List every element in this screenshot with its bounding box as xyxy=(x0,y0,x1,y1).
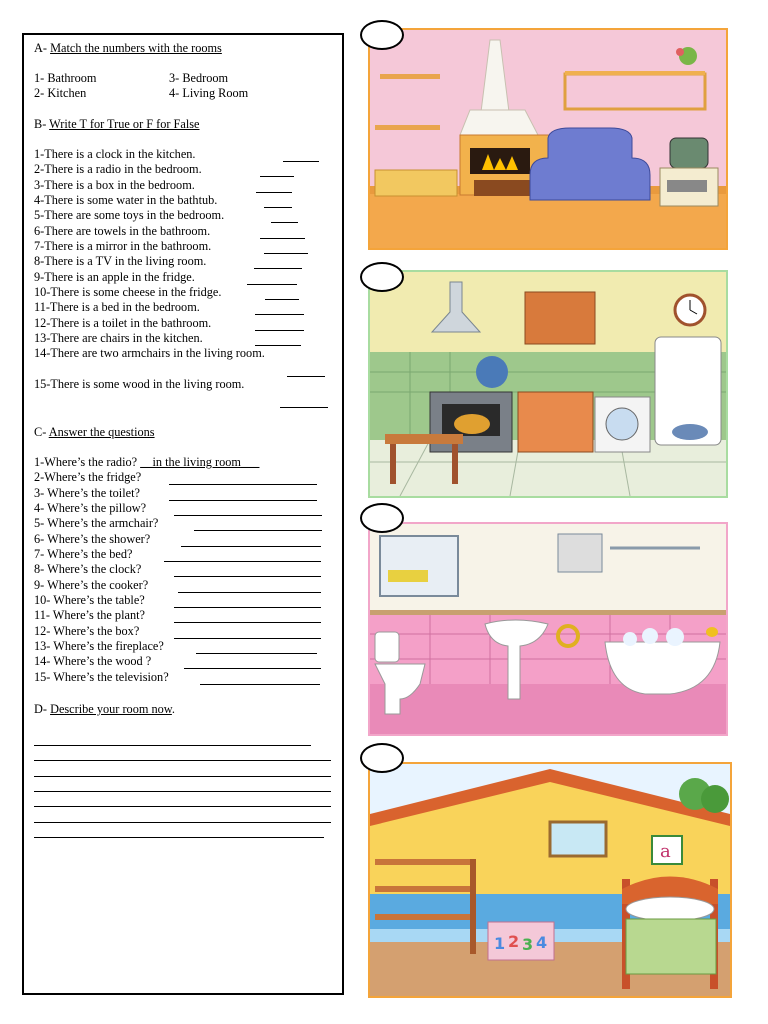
svg-text:a: a xyxy=(660,841,671,862)
answer-blank[interactable] xyxy=(283,161,319,162)
answer-line[interactable] xyxy=(178,592,321,593)
section-c-heading: C- Answer the questions xyxy=(34,425,155,439)
section-b-heading: B- Write T for True or F for False xyxy=(34,117,200,131)
statement: 3-There is a box in the bedroom. xyxy=(34,178,195,192)
question: 8- Where’s the clock? xyxy=(34,562,142,576)
answer-blank[interactable] xyxy=(287,376,325,377)
answer-line[interactable] xyxy=(174,576,321,577)
svg-text:3: 3 xyxy=(522,935,534,954)
answer-blank[interactable] xyxy=(280,407,328,408)
writing-line[interactable] xyxy=(34,837,324,838)
answer-line[interactable] xyxy=(181,546,321,547)
answer-line[interactable] xyxy=(174,638,321,639)
statement: 9-There is an apple in the fridge. xyxy=(34,270,195,284)
question: 2-Where’s the fridge? xyxy=(34,470,142,484)
answer-line[interactable] xyxy=(169,500,317,501)
answer-blank[interactable] xyxy=(247,284,297,285)
statement: 11-There is a bed in the bedroom. xyxy=(34,300,200,314)
question: 13- Where’s the fireplace? xyxy=(34,639,164,653)
writing-line[interactable] xyxy=(34,791,331,792)
statement: 2-There is a radio in the bedroom. xyxy=(34,162,202,176)
question: 5- Where’s the armchair? xyxy=(34,516,159,530)
section-a-heading: A- Match the numbers with the rooms xyxy=(34,41,222,55)
answer-line[interactable] xyxy=(194,530,322,531)
example-question: 1-Where’s the radio? __in the living room___ xyxy=(34,455,260,469)
svg-text:4: 4 xyxy=(536,933,548,952)
question: 11- Where’s the plant? xyxy=(34,608,145,622)
answer-blank[interactable] xyxy=(260,238,305,239)
question: 9- Where’s the cooker? xyxy=(34,578,149,592)
living-room-picture xyxy=(368,28,728,250)
svg-text:2: 2 xyxy=(508,932,520,951)
answer-blank[interactable] xyxy=(255,314,304,315)
answer-blank[interactable] xyxy=(271,222,298,223)
statement: 8-There is a TV in the living room. xyxy=(34,254,207,268)
question: 4- Where’s the pillow? xyxy=(34,501,147,515)
writing-line[interactable] xyxy=(34,745,311,746)
answer-blank[interactable] xyxy=(264,253,308,254)
room-option: 1- Bathroom xyxy=(34,71,97,85)
question: 15- Where’s the television? xyxy=(34,670,169,684)
answer-blank[interactable] xyxy=(255,330,304,331)
answer-blank[interactable] xyxy=(256,192,292,193)
writing-line[interactable] xyxy=(34,776,331,777)
statement: 13-There are chairs in the kitchen. xyxy=(34,331,203,345)
statement: 5-There are some toys in the bedroom. xyxy=(34,208,225,222)
answer-blank[interactable] xyxy=(265,299,299,300)
room-number-bubble[interactable] xyxy=(360,20,404,50)
room-option: 2- Kitchen xyxy=(34,86,87,100)
answer-line[interactable] xyxy=(169,484,317,485)
answer-blank[interactable] xyxy=(254,268,302,269)
answer-line[interactable] xyxy=(174,622,321,623)
answer-blank[interactable] xyxy=(260,176,294,177)
statement: 7-There is a mirror in the bathroom. xyxy=(34,239,212,253)
statement: 10-There is some cheese in the fridge. xyxy=(34,285,222,299)
question: 14- Where’s the wood ? xyxy=(34,654,152,668)
question: 6- Where’s the shower? xyxy=(34,532,151,546)
writing-line[interactable] xyxy=(34,760,331,761)
answer-line[interactable] xyxy=(174,515,322,516)
statement: 15-There is some wood in the living room. xyxy=(34,377,245,391)
question: 12- Where’s the box? xyxy=(34,624,140,638)
writing-line[interactable] xyxy=(34,822,331,823)
question: 10- Where’s the table? xyxy=(34,593,145,607)
answer-line[interactable] xyxy=(174,607,321,608)
room-option: 4- Living Room xyxy=(169,86,249,100)
statement: 1-There is a clock in the kitchen. xyxy=(34,147,196,161)
worksheet-panel xyxy=(22,33,344,995)
question: 7- Where’s the bed? xyxy=(34,547,133,561)
statement: 4-There is some water in the bathtub. xyxy=(34,193,218,207)
answer-blank[interactable] xyxy=(264,207,292,208)
svg-text:1: 1 xyxy=(494,934,506,953)
room-option: 3- Bedroom xyxy=(169,71,229,85)
kitchen-picture xyxy=(368,270,728,498)
question: 3- Where’s the toilet? xyxy=(34,486,140,500)
answer-line[interactable] xyxy=(196,653,317,654)
answer-line[interactable] xyxy=(200,684,320,685)
statement: 12-There is a toilet in the bathroom. xyxy=(34,316,212,330)
bedroom-picture xyxy=(368,762,732,998)
answer-line[interactable] xyxy=(184,668,321,669)
section-d-heading: D- Describe your room now. xyxy=(34,702,175,716)
bathroom-picture xyxy=(368,522,728,736)
room-number-bubble[interactable] xyxy=(360,262,404,292)
statement: 6-There are towels in the bathroom. xyxy=(34,224,211,238)
answer-line[interactable] xyxy=(164,561,321,562)
room-number-bubble[interactable] xyxy=(360,503,404,533)
writing-line[interactable] xyxy=(34,806,331,807)
statement: 14-There are two armchairs in the living room. xyxy=(34,346,265,360)
room-number-bubble[interactable] xyxy=(360,743,404,773)
